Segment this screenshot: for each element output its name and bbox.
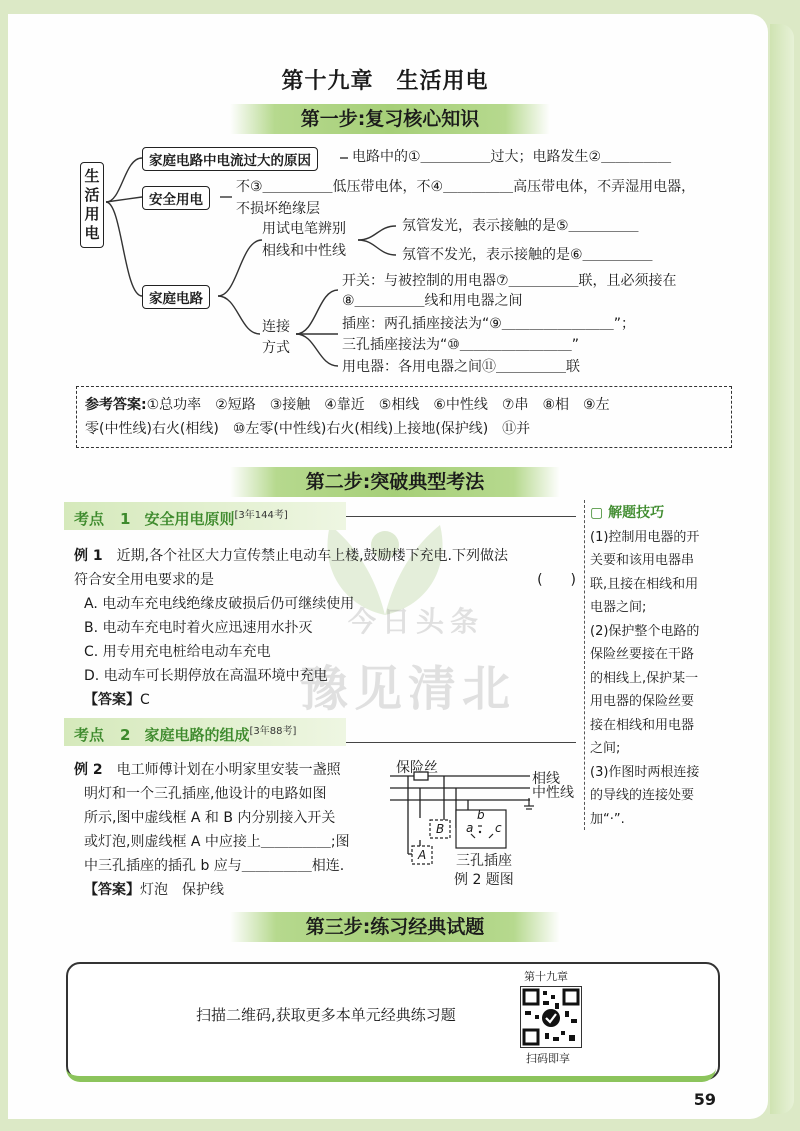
kp2-title: 家庭电路的组成	[144, 726, 250, 744]
example1	[74, 544, 584, 712]
reference-answers	[76, 386, 732, 448]
tips-divider	[584, 500, 585, 830]
answers-line1: ①总功率 ②短路 ③接触 ④靠近 ⑤相线 ⑥中性线 ⑦串 ⑧相 ⑨左	[146, 397, 610, 413]
tip-line: (1)控制用电器的开	[590, 529, 700, 545]
qr-card-accent	[66, 1042, 716, 1082]
kp2-header	[64, 718, 346, 746]
watermark-line2: 豫见清北	[300, 661, 517, 717]
socket-line1: 插座：两孔插座接法为“⑨＿＿＿＿＿＿＿＿”；	[342, 316, 636, 332]
answers-label: 参考答案:	[85, 397, 147, 413]
ex1-stem2: 符合安全用电要求的是	[74, 572, 214, 588]
qr-code[interactable]	[520, 986, 582, 1048]
tip-line: 保险丝要接在干路	[590, 647, 695, 662]
label-box-a: A	[418, 848, 427, 862]
label-box-b: B	[436, 822, 445, 836]
ex1-option-c: C. 用专用充电桩给电动车充电	[84, 644, 271, 660]
kp1-rule	[346, 516, 576, 517]
ex2-label: 例 2	[74, 762, 103, 778]
kp2-freq: [3年88考]	[249, 726, 297, 737]
tips-head: 解题技巧	[608, 505, 665, 521]
label-fuse: 保险丝	[396, 760, 438, 776]
label-live: 相线	[532, 771, 560, 787]
kp1-header	[64, 502, 346, 530]
tester-glow: 氖管发光，表示接触的是⑤＿＿＿＿＿	[402, 218, 639, 234]
tip-line: 联,且接在相线和用	[590, 576, 699, 592]
step2-banner: 第二步:突破典型考法	[230, 467, 560, 497]
tips-panel	[590, 502, 740, 831]
page-number: 59	[693, 1090, 716, 1109]
label-socket: 三孔插座	[456, 853, 512, 869]
ex2-line3: 所示,图中虚线框 A 和 B 内分别接入开关	[84, 810, 336, 826]
label-neutral: 中性线	[532, 785, 574, 801]
kp1-freq: [3年144考]	[234, 510, 288, 521]
overcurrent-content: 电路中的①＿＿＿＿＿过大；电路发生②＿＿＿＿＿	[352, 149, 672, 165]
answers-line2: 零(中性线)右火(相线) ⑩左零(中性线)右火(相线)上接地(保护线) ⑪并	[85, 421, 531, 437]
tip-line: (2)保护整个电路的	[590, 623, 700, 639]
qr-pattern	[521, 987, 581, 1047]
qr-top-label: 第十九章	[524, 970, 568, 983]
tester-label-line1: 用试电笔辨别	[262, 221, 346, 237]
tip-line: 接在相线和用电器	[590, 717, 695, 733]
ex2-answer: 灯泡 保护线	[140, 882, 224, 898]
ex2-line4: 或灯泡,则虚线框 A 中应接上＿＿＿＿＿;图	[84, 834, 350, 850]
tip-line: 加“·”.	[590, 811, 625, 827]
socket-line2: 三孔插座接法为“⑩＿＿＿＿＿＿＿＿”	[342, 337, 580, 353]
appliance-line: 用电器：各用电器之间⑪＿＿＿＿＿联	[342, 359, 580, 375]
tip-line: 电器之间;	[590, 600, 647, 615]
tester-label-line2: 相线和中性线	[262, 243, 346, 259]
ex1-option-b: B. 电动车充电时着火应迅速用水扑灭	[84, 620, 313, 636]
tip-line: 之间;	[590, 741, 621, 756]
branch-household-circuit: 家庭电路	[142, 285, 210, 309]
ex2-line5: 中三孔插座的插孔 b 应与＿＿＿＿＿相连.	[84, 858, 345, 874]
watermark-line1: 今日头条	[348, 605, 485, 638]
kp2-tag: 考点	[74, 726, 105, 744]
safety-line2: 不损坏绝缘层	[236, 201, 320, 217]
ex1-answer: C	[140, 692, 150, 708]
ex1-answer-tag: 【答案】	[84, 692, 140, 708]
mindmap-root: 生 活 用 电	[80, 162, 104, 248]
kp2-rule	[346, 742, 576, 743]
label-hole-b: b	[477, 808, 485, 822]
ex2-answer-tag: 【答案】	[84, 882, 140, 898]
safety-line1: 不③＿＿＿＿＿低压带电体，不④＿＿＿＿＿高压带电体，不弄湿用电器，	[236, 179, 696, 195]
step1-banner: 第一步:复习核心知识	[230, 104, 550, 134]
kp2-num: 2	[120, 726, 131, 744]
socket-center-dot	[479, 831, 481, 833]
qr-bottom-label: 扫码即享	[526, 1052, 570, 1065]
ex1-label: 例 1	[74, 548, 103, 564]
step3-banner: 第三步:练习经典试题	[230, 912, 560, 942]
label-hole-a: a	[466, 821, 474, 835]
tip-line: (3)作图时两根连接	[590, 764, 700, 780]
ex1-stem1: 近期,各个社区大力宣传禁止电动车上楼,鼓励楼下充电.下列做法	[116, 548, 508, 564]
switch-line2: ⑧＿＿＿＿＿线和用电器之间	[342, 293, 523, 309]
tip-line: 的导线的连接处要	[590, 788, 695, 803]
example2	[74, 758, 386, 902]
branch-safety: 安全用电	[142, 186, 210, 210]
tip-line: 用电器的保险丝要	[590, 694, 695, 709]
ex1-option-d: D. 电动车可长期停放在高温环境中充电	[84, 668, 328, 684]
tip-line: 的相线上,保护某一	[590, 670, 699, 686]
kp1-title: 安全用电原则	[144, 510, 235, 528]
qr-text: 扫描二维码,获取更多本单元经典练习题	[196, 1006, 456, 1024]
ex1-option-a: A. 电动车充电线绝缘皮破损后仍可继续使用	[84, 596, 355, 612]
chapter-title: 第十九章 生活用电	[281, 69, 489, 94]
figure-caption: 例 2 题图	[454, 872, 514, 888]
kp1-num: 1	[120, 510, 131, 528]
connection-label-line2: 方式	[262, 340, 290, 356]
ex1-paren: ( )	[537, 572, 576, 588]
switch-line1: 开关：与被控制的用电器⑦＿＿＿＿＿联，且必须接在	[342, 273, 677, 289]
tip-line: 关要和该用电器串	[590, 553, 695, 568]
kp1-tag: 考点	[74, 510, 105, 528]
ex2-line2: 明灯和一个三孔插座,他设计的电路如图	[84, 786, 327, 802]
tester-no-glow: 氖管不发光，表示接触的是⑥＿＿＿＿＿	[402, 247, 653, 263]
label-hole-c: c	[495, 821, 502, 835]
ex2-line1: 电工师傅计划在小明家里安装一盏照	[116, 762, 341, 778]
tips-icon: ▢	[590, 505, 609, 521]
connection-label-line1: 连接	[262, 319, 290, 335]
branch-overcurrent: 家庭电路中电流过大的原因	[142, 147, 318, 171]
